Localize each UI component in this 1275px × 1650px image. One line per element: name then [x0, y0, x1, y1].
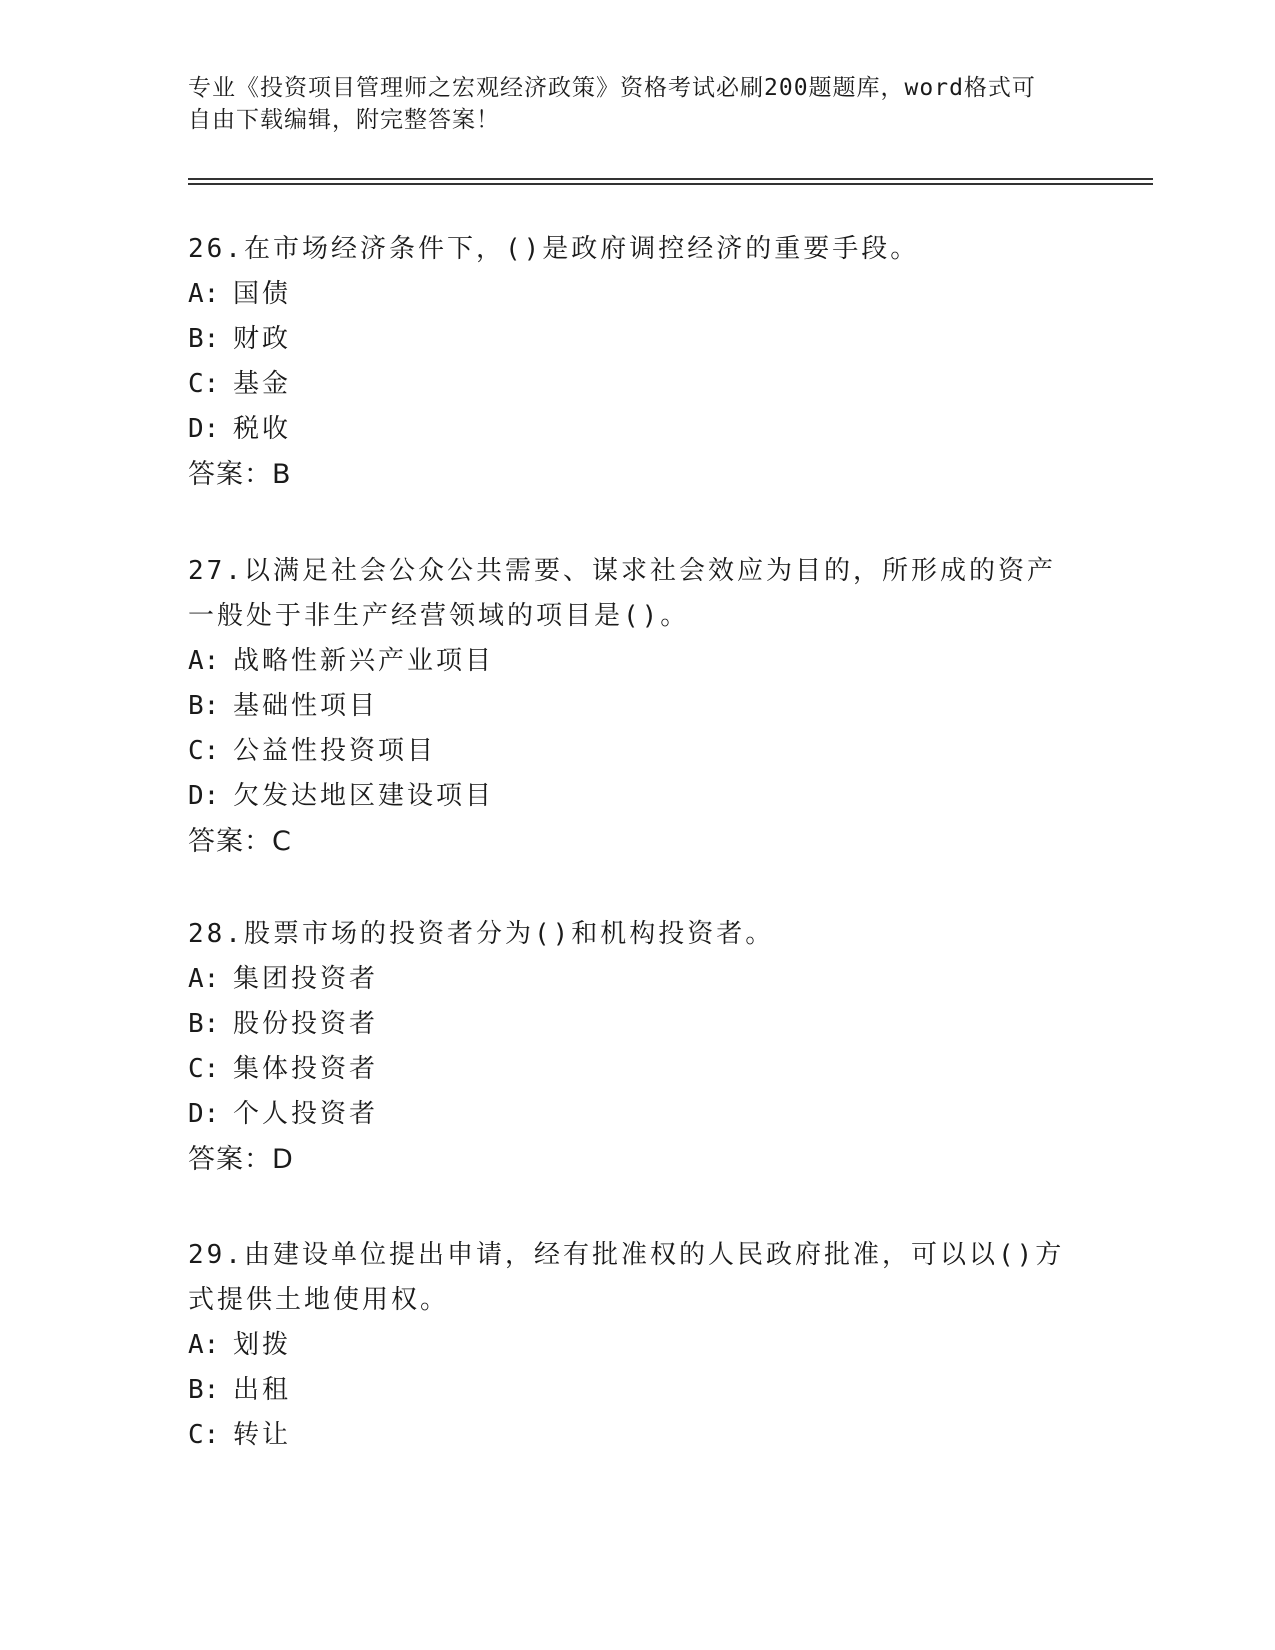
- option-text: 税收: [233, 414, 292, 444]
- option-letter: C:: [188, 1420, 220, 1450]
- option-d: [188, 774, 1078, 819]
- option-d: [188, 407, 1078, 452]
- option-d: [188, 1092, 1078, 1137]
- option-text: 股份投资者: [233, 1009, 379, 1039]
- option-c: [188, 1413, 1078, 1458]
- option-text: 划拨: [233, 1330, 292, 1360]
- option-c: [188, 1047, 1078, 1092]
- option-b: [188, 317, 1078, 362]
- question-26: [188, 227, 1078, 498]
- option-a: [188, 1323, 1078, 1368]
- option-letter: A:: [188, 964, 220, 994]
- question-text: 28.股票市场的投资者分为()和机构投资者。: [188, 919, 775, 949]
- option-text: 集体投资者: [233, 1054, 379, 1084]
- option-b: [188, 1368, 1078, 1413]
- option-text: 转让: [233, 1420, 292, 1450]
- header-line-1: 专业《投资项目管理师之宏观经济政策》资格考试必刷200题题库，word格式可: [188, 75, 1036, 101]
- header-line-2: 自由下载编辑，附完整答案！: [188, 107, 500, 133]
- option-a: [188, 272, 1078, 317]
- option-a: [188, 639, 1078, 684]
- option-letter: D:: [188, 414, 220, 444]
- option-c: [188, 362, 1078, 407]
- answer: 答案：B: [188, 459, 292, 490]
- option-letter: B:: [188, 691, 220, 721]
- question-text: 29.由建设单位提出申请，经有批准权的人民政府批准，可以以()方式提供土地使用权。: [188, 1240, 1065, 1315]
- option-text: 欠发达地区建设项目: [233, 781, 495, 811]
- answer: 答案：C: [188, 826, 292, 857]
- question-29: [188, 1233, 1078, 1458]
- option-letter: C:: [188, 369, 220, 399]
- option-text: 战略性新兴产业项目: [233, 646, 495, 676]
- option-text: 集团投资者: [233, 964, 379, 994]
- option-letter: D:: [188, 781, 220, 811]
- answer: 答案：D: [188, 1144, 294, 1175]
- option-text: 国债: [233, 279, 292, 309]
- option-b: [188, 1002, 1078, 1047]
- option-text: 个人投资者: [233, 1099, 379, 1129]
- option-letter: C:: [188, 1054, 220, 1084]
- option-letter: B:: [188, 1009, 220, 1039]
- option-letter: B:: [188, 324, 220, 354]
- option-letter: B:: [188, 1375, 220, 1405]
- option-text: 出租: [233, 1375, 292, 1405]
- question-28: [188, 912, 1078, 1183]
- option-text: 基础性项目: [233, 691, 379, 721]
- option-b: [188, 684, 1078, 729]
- header-divider-bottom: [188, 183, 1153, 185]
- option-letter: A:: [188, 279, 220, 309]
- option-text: 财政: [233, 324, 292, 354]
- question-text: 26.在市场经济条件下，()是政府调控经济的重要手段。: [188, 234, 920, 264]
- option-letter: A:: [188, 1330, 220, 1360]
- header-divider-top: [188, 178, 1153, 180]
- option-letter: C:: [188, 736, 220, 766]
- option-c: [188, 729, 1078, 774]
- option-text: 公益性投资项目: [233, 736, 437, 766]
- document-header: [188, 72, 1068, 136]
- option-letter: D:: [188, 1099, 220, 1129]
- question-text: 27.以满足社会公众公共需要、谋求社会效应为目的，所形成的资产一般处于非生产经营领域的项目是()。: [188, 556, 1056, 631]
- option-a: [188, 957, 1078, 1002]
- question-27: [188, 549, 1078, 865]
- option-text: 基金: [233, 369, 292, 399]
- option-letter: A:: [188, 646, 220, 676]
